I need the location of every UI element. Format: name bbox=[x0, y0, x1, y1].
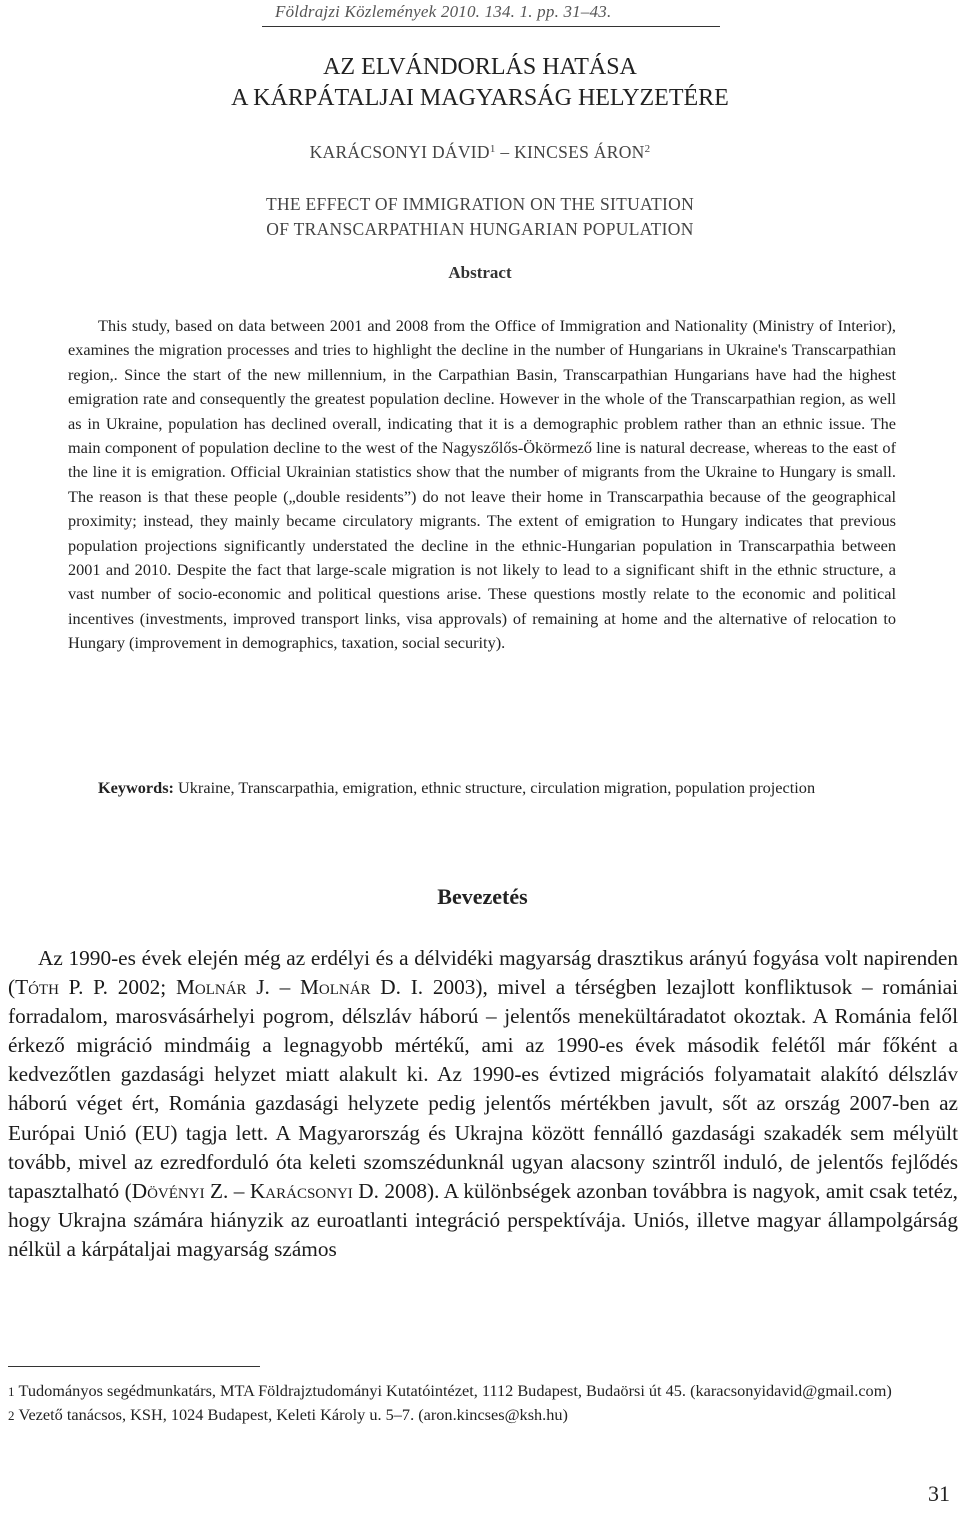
keywords bbox=[68, 776, 896, 800]
footnote-2 bbox=[8, 1404, 948, 1428]
header-rule bbox=[262, 26, 720, 27]
author-2: KINCSES ÁRON bbox=[514, 142, 645, 162]
citation-author: Tóth bbox=[15, 975, 59, 1000]
body-text-run: D. I. 2003), mivel a térségben lezajlott konfliktusok – romániai forradalom, marosvásárhelyi pogrom, délszláv háború – jelentős menekültáradatot okoztak. A Románia felől érkező migráció mindmáig a legnagyobb mértékű, ami az 1990-es évek második felétől már főként a kedvezőtlen gazdasági helyzet miatt alakult ki. Az 1990-es évtized migrációs folyamatait alakító délszláv háború véget ért, Románia gazdasági helyzete pedig jelentős mértékben javult, sőt az ország 2007-ben az Európai Unió (EU) tagja lett. A Magyarország és Ukrajna között fennálló gazdasági szakadék sem mélyült tovább, mivel az ezredforduló óta keleti szomszédunknál ugyan alacsony szintről induló, de jelentős fejlődés tapasztalható ( bbox=[8, 975, 958, 1203]
english-title-line-1: THE EFFECT OF IMMIGRATION ON THE SITUATION bbox=[265, 194, 695, 214]
abstract-paragraph: This study, based on data between 2001 and 2008 from the Office of Immigration and Nationality (Ministry of Interior), examines the migration processes and tries to highlight the decline in the number of Hungarians in Ukraine's Transcarpathian region,. Since the start of the new millennium, in the Carpathian Basin, Transcarpathian Hungarians have had the highest emigration rate and consequently the greatest population decline. However in the whole of the Transcarpathian region, as well as in Ukraine, population has declined overall, indicating that it is a demographic problem rather than an ethnic issue. The main component of population decline to the west of the Nagyszőlős-Ökörmező line is natural decrease, whereas to the east of the line it is emigration. Official Ukrainian statistics show that the number of migrants from the Ukraine to Hungary is small. The reason is that these people („double residents”) do not leave their home in Transcarpathia because of the geographical proximity; instead, they mainly became circulatory migrants. The extent of emigration to Hungary indicates that previous population projections significantly understated the decline in the ethnic-Hungarian population in Transcarpathia between 2001 and 2010. Despite the fact that large-scale migration is not likely to lead to a significant shift in the ethnic structure, a vast number of socio-economic and political questions arise. These questions mostly relate to the economic and political incentives (investments, improved transport links, visa approvals) of remaining at home and the alternative of relocation to Hungary (improvement in demographics, taxation, social security). bbox=[68, 316, 896, 653]
keywords-text: Ukraine, Transcarpathia, emigration, ethnic structure, circulation migration, population projection bbox=[173, 778, 816, 797]
author-line bbox=[0, 142, 960, 163]
title-line-2: A KÁRPÁTALJAI MAGYARSÁG HELYZETÉRE bbox=[231, 85, 729, 111]
footnote-1 bbox=[8, 1380, 948, 1404]
page-number: 31 bbox=[928, 1481, 950, 1506]
title-line-1: AZ ELVÁNDORLÁS HATÁSA bbox=[323, 54, 637, 80]
citation-author: Dövényi bbox=[131, 1178, 205, 1203]
author-1-footnote-ref[interactable]: 1 bbox=[489, 143, 496, 155]
article-title bbox=[0, 52, 960, 114]
body-paragraph bbox=[8, 944, 958, 1264]
body-text-run: Az 1990-es évek elején még az erdélyi és a délvidéki magyarság drasztikus arányú fogyása volt napirenden ( bbox=[8, 946, 958, 1000]
footnote-2-text: Vezető tanácsos, KSH, 1024 Budapest, Keleti Károly u. 5–7. (aron.kincses@ksh.hu) bbox=[18, 1404, 568, 1424]
body-text-run: D. 2008). A különbségek azonban továbbra is nagyok, amit csak tetéz, hogy Ukrajna számára hiányzik az euroatlanti integráció perspektívája. Uniós, illetve magyar állampolgárság nélkül a kárpátaljai magyarság számos bbox=[8, 1178, 958, 1261]
body-text bbox=[8, 944, 958, 1264]
citation-author: Karácsonyi bbox=[249, 1178, 353, 1203]
abstract-body bbox=[68, 314, 896, 656]
journal-citation: Földrajzi Közlemények 2010. 134. 1. pp. 31–43. bbox=[275, 2, 612, 21]
author-1: KARÁCSONYI DÁVID bbox=[309, 142, 490, 162]
author-2-footnote-ref[interactable]: 2 bbox=[644, 143, 651, 155]
citation-author: Molnár bbox=[175, 975, 247, 1000]
abstract-heading: Abstract bbox=[448, 263, 512, 282]
english-title bbox=[0, 192, 960, 242]
footnote-1-text: Tudományos segédmunkatárs, MTA Földrajztudományi Kutatóintézet, 1112 Budapest, Budaörsi út 45. (karacsonyidavid@gmail.com) bbox=[18, 1381, 892, 1400]
section-heading: Bevezetés bbox=[437, 884, 528, 909]
english-title-line-2: OF TRANSCARPATHIAN HUNGARIAN POPULATION bbox=[266, 219, 694, 239]
body-text-run: Z. – bbox=[204, 1178, 250, 1203]
body-text-run: P. P. 2002; bbox=[58, 975, 176, 1000]
footnote-rule bbox=[8, 1366, 260, 1367]
keywords-paragraph bbox=[68, 776, 896, 800]
footnote-1-number: 1 bbox=[8, 1384, 15, 1399]
footnote-2-number: 2 bbox=[8, 1407, 15, 1423]
citation-author: Molnár bbox=[299, 975, 371, 1000]
keywords-label: Keywords: bbox=[98, 778, 174, 797]
footnotes bbox=[8, 1380, 948, 1427]
body-text-run: J. – bbox=[246, 975, 300, 1000]
author-separator: – bbox=[495, 142, 515, 162]
